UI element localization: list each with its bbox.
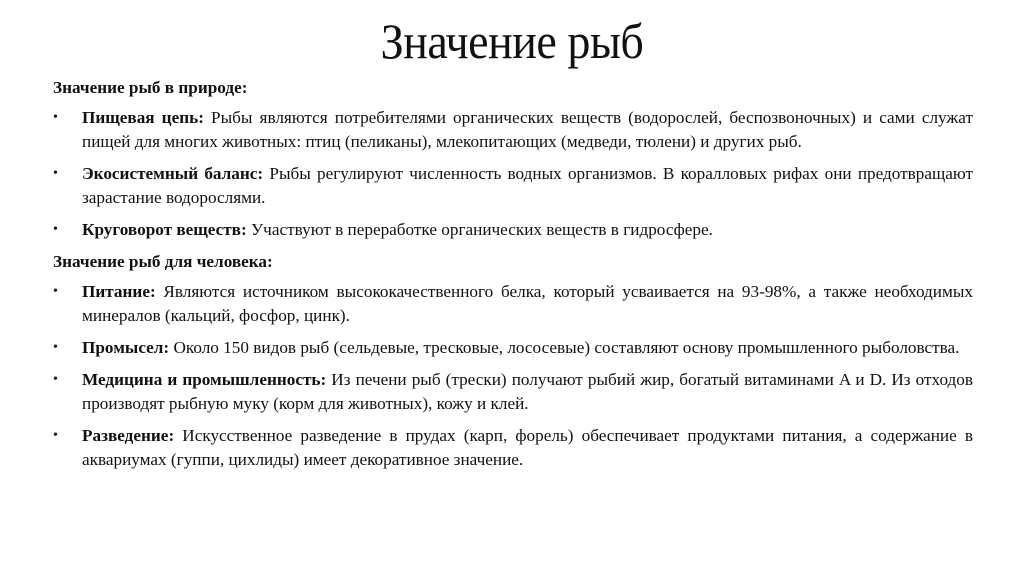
item-text: Являются источником высококачественного белка, который усваивается на 93-98%, а также необходимых минералов (кальций, фосфор, цинк).: [82, 282, 973, 325]
item-term: Промысел:: [82, 338, 170, 357]
list-item: [53, 368, 973, 416]
slide-title: Значение рыб: [380, 13, 644, 69]
section-heading-human: Значение рыб для человека:: [53, 252, 273, 271]
human-list: [53, 280, 973, 472]
list-item: [53, 336, 973, 360]
list-item: [53, 162, 973, 210]
item-term: Круговорот веществ:: [82, 220, 247, 239]
item-term: Медицина и промышленность:: [82, 370, 327, 389]
item-text: Рыбы являются потребителями органических веществ (водорослей, беспозвоночных) и сами служат пищей для многих животных: птиц (пеликаны), млекопитающих (медведи, тюлени) и других рыб.: [82, 108, 973, 151]
item-term: Питание:: [82, 282, 156, 301]
section-heading-nature: Значение рыб в природе:: [53, 78, 248, 97]
item-text: Рыбы регулируют численность водных организмов. В коралловых рифах они предотвращают зарастание водорослями.: [82, 164, 973, 207]
list-item: [53, 424, 973, 472]
bullet-icon: •: [53, 284, 58, 299]
bullet-icon: •: [53, 110, 58, 125]
slide-content: [53, 76, 973, 480]
nature-list: [53, 106, 973, 242]
item-text: Искусственное разведение в прудах (карп, форель) обеспечивает продуктами питания, а содержание в аквариумах (гуппи, цихлиды) имеет декоративное значение.: [82, 426, 973, 469]
item-text: Около 150 видов рыб (сельдевые, тресковые, лососевые) составляют основу промышленного рыболовства.: [169, 338, 960, 357]
list-item: [53, 218, 973, 242]
item-term: Разведение:: [82, 426, 175, 445]
item-term: Пищевая цепь:: [82, 108, 204, 127]
item-text: Из печени рыб (трески) получают рыбий жир, богатый витаминами A и D. Из отходов производят рыбную муку (корм для животных), кожу и клей.: [82, 370, 973, 413]
bullet-icon: •: [53, 428, 58, 443]
bullet-icon: •: [53, 372, 58, 387]
item-term: Экосистемный баланс:: [82, 164, 264, 183]
list-item: [53, 106, 973, 154]
bullet-icon: •: [53, 222, 58, 237]
list-item: [53, 280, 973, 328]
bullet-icon: •: [53, 340, 58, 355]
item-text: Участвуют в переработке органических веществ в гидросфере.: [246, 220, 713, 239]
bullet-icon: •: [53, 166, 58, 181]
